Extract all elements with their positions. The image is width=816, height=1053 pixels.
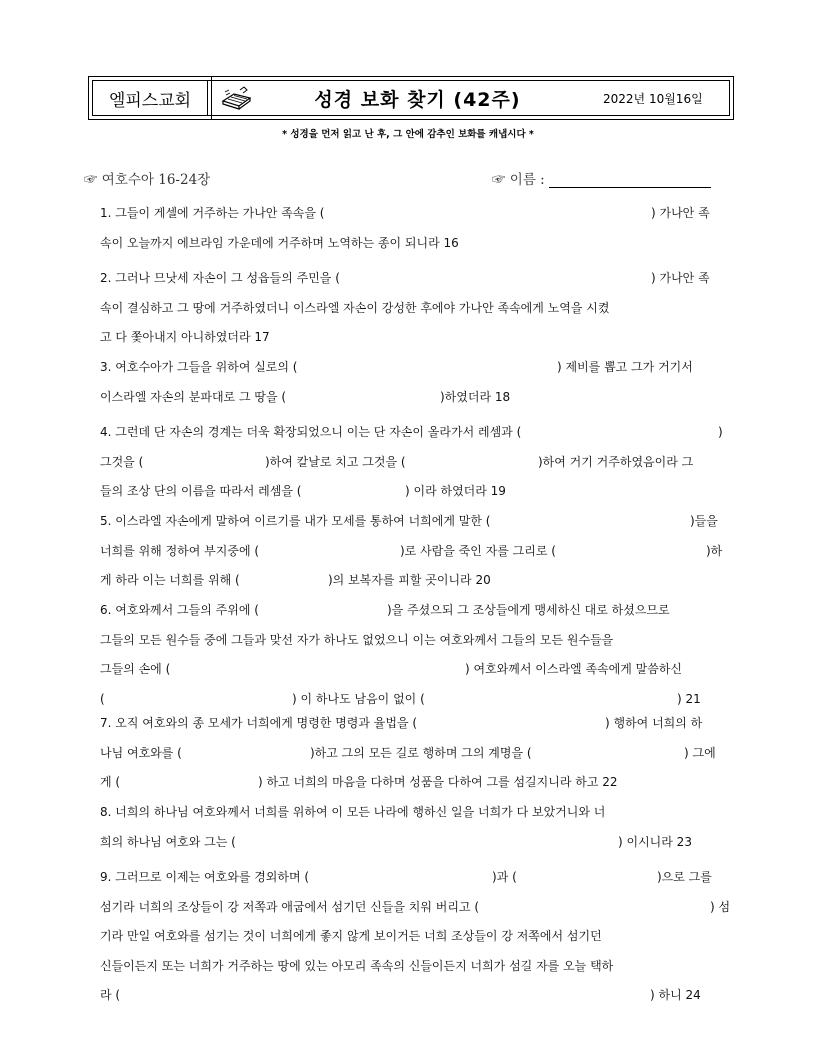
question-text-segment: ) 제비를 뽑고 그가 거기서 xyxy=(557,360,693,374)
question-line xyxy=(100,271,724,286)
question-text-segment: ) 이 하나도 남음이 없이 ( xyxy=(292,691,425,706)
question-text-segment: ) 행하여 너희의 하 xyxy=(605,716,703,730)
question-7 xyxy=(100,716,724,805)
question-5 xyxy=(100,514,724,603)
question-text-segment: 섬기라 너희의 조상들이 강 저쪽과 애굽에서 섬기던 신들을 치워 버리고 ( xyxy=(100,899,479,914)
question-line xyxy=(100,484,724,499)
question-text-segment: 1. 그들이 게셀에 거주하는 가나안 족속을 ( xyxy=(100,206,325,220)
question-text-segment: ) 가나안 족 xyxy=(651,206,710,220)
question-4 xyxy=(100,425,724,514)
question-text-segment: 2. 그러나 므낫세 자손이 그 성읍들의 주민을 ( xyxy=(100,271,340,285)
question-text-segment: 게 하라 이는 너희를 위해 ( xyxy=(100,573,240,587)
question-text-segment: 라 ( xyxy=(100,988,121,1002)
question-text-segment: 나님 여호와를 ( xyxy=(100,745,182,760)
question-text-segment: ) xyxy=(718,425,723,439)
instruction-text: * 성경을 먼저 읽고 난 후, 그 안에 감추인 보화를 캐냅시다 * xyxy=(282,129,534,140)
question-line xyxy=(100,692,724,707)
question-text-segment: )로 사람을 죽인 자를 그리로 ( xyxy=(400,543,556,558)
question-text-segment: 이스라엘 자손의 분파대로 그 땅을 ( xyxy=(100,389,287,404)
question-text-segment: ( xyxy=(100,691,105,706)
question-text-segment: 고 다 쫓아내지 아니하였더라 17 xyxy=(100,330,270,344)
question-6 xyxy=(100,603,724,721)
question-text-segment: 신들이든지 또는 너희가 거주하는 땅에 있는 아모리 족속의 신들이든지 너희가 섬길 자를 오늘 택하 xyxy=(100,958,614,973)
question-1 xyxy=(100,206,724,265)
question-line xyxy=(100,514,724,529)
name-label: ☞ 이름 : xyxy=(492,172,545,188)
question-text-segment: ) 하고 너희의 마음을 다하며 성품을 다하여 그를 섬길지니라 하고 22 xyxy=(258,775,618,789)
question-text-segment: 너희를 위해 정하여 부지중에 ( xyxy=(100,543,260,558)
question-text-segment: 7. 오직 여호와의 종 모세가 너희에게 명령한 명령과 율법을 ( xyxy=(100,716,418,730)
question-line xyxy=(100,301,724,316)
name-field xyxy=(492,168,711,188)
question-text-segment: )하여 칼날로 치고 그것을 ( xyxy=(265,454,406,469)
question-text-segment: ) 21 xyxy=(677,691,701,706)
question-8 xyxy=(100,805,724,864)
question-text-segment: 그들의 손에 ( xyxy=(100,662,171,676)
worksheet-date: 2022년 10월16일 xyxy=(603,91,703,106)
question-line xyxy=(100,805,724,820)
question-2 xyxy=(100,271,724,360)
question-line xyxy=(100,835,724,850)
question-line xyxy=(100,662,724,677)
question-line xyxy=(100,544,724,559)
question-line xyxy=(100,929,724,944)
question-line xyxy=(100,360,724,375)
question-line xyxy=(100,455,724,470)
question-text-segment: ) 이라 하였더라 19 xyxy=(405,484,506,498)
question-text-segment: 속이 결심하고 그 땅에 거주하였더니 이스라엘 자손이 강성한 후에야 가나안 족속에게 노역을 시켰 xyxy=(100,300,610,315)
question-line xyxy=(100,775,724,790)
question-text-segment: 5. 이스라엘 자손에게 말하여 이르기를 내가 모세를 통하여 너희에게 말한 ( xyxy=(100,514,491,528)
question-text-segment: 게 ( xyxy=(100,775,121,789)
question-line xyxy=(100,746,724,761)
question-text-segment: ) 섬 xyxy=(710,899,731,914)
question-text-segment: 4. 그런데 단 자손의 경계는 더욱 확장되었으니 이는 단 자손이 올라가서 레셈과 ( xyxy=(100,425,522,439)
question-line xyxy=(100,899,731,915)
question-line xyxy=(100,870,724,885)
question-text-segment: 3. 여호수아가 그들을 위하여 실로의 ( xyxy=(100,360,298,374)
question-text-segment: 6. 여호와께서 그들의 주위에 ( xyxy=(100,603,259,617)
question-text-segment: 9. 그러므로 이제는 여호와를 경외하며 ( xyxy=(100,870,310,884)
question-text-segment: 그들의 모든 원수들 중에 그들과 맞선 자가 하나도 없었으니 이는 여호와께서 그들의 모든 원수들을 xyxy=(100,632,614,647)
question-text-segment: 그것을 ( xyxy=(100,454,144,469)
question-line xyxy=(100,390,724,405)
question-text-segment: )으로 그를 xyxy=(657,870,712,884)
question-line xyxy=(100,959,724,974)
question-line xyxy=(100,206,724,221)
bible-book-icon xyxy=(212,77,262,119)
question-text-segment: 들의 조상 단의 이름을 따라서 레셈을 ( xyxy=(100,484,302,498)
name-blank-line[interactable] xyxy=(549,171,711,188)
question-line xyxy=(100,988,724,1003)
question-text-segment: 8. 너희의 하나님 여호와께서 너희를 위하여 이 모든 나라에 행하신 일을 너희가 다 보았거니와 너 xyxy=(100,805,606,819)
question-line xyxy=(100,330,724,345)
question-text-segment: 기라 만일 여호와를 섬기는 것이 너희에게 좋지 않게 보이거든 너희 조상들이 강 저쪽에서 섬기던 xyxy=(100,929,602,943)
question-text-segment: )들을 xyxy=(690,514,718,528)
worksheet-title: 성경 보화 찾기 (42주) xyxy=(314,88,521,111)
question-text-segment: )의 보복자를 피할 곳이니라 20 xyxy=(328,573,491,587)
question-text-segment: ) 이시니라 23 xyxy=(618,834,692,849)
question-text-segment: 속이 오늘까지 에브라임 가운데에 거주하며 노역하는 종이 되니라 16 xyxy=(100,235,459,250)
question-text-segment: ) 가나안 족 xyxy=(651,271,710,285)
question-text-segment: )하였더라 18 xyxy=(440,389,511,404)
worksheet-header xyxy=(88,76,734,120)
question-line xyxy=(100,425,724,440)
question-line xyxy=(100,236,724,251)
scripture-reference: ☞ 여호수아 16-24장 xyxy=(84,172,211,188)
question-text-segment: )을 주셨으되 그 조상들에게 맹세하신 대로 하셨으므로 xyxy=(387,603,670,617)
question-text-segment: 희의 하나님 여호와 그는 ( xyxy=(100,834,236,849)
question-text-segment: )하고 그의 모든 길로 행하며 그의 계명을 ( xyxy=(310,745,532,760)
question-line xyxy=(100,633,724,648)
question-text-segment: ) 하니 24 xyxy=(650,988,701,1002)
question-line xyxy=(100,603,724,618)
question-text-segment: ) 그에 xyxy=(684,745,716,760)
church-name: 엘피스교회 xyxy=(89,77,212,119)
question-line xyxy=(100,716,724,731)
question-text-segment: )과 ( xyxy=(492,870,517,884)
question-3 xyxy=(100,360,724,419)
question-text-segment: )하여 거기 거주하였음이라 그 xyxy=(538,454,694,469)
question-text-segment: ) 여호와께서 이스라엘 족속에게 말씀하신 xyxy=(465,662,683,676)
question-line xyxy=(100,573,724,588)
question-9 xyxy=(100,870,731,1018)
question-text-segment: )하 xyxy=(706,543,723,558)
